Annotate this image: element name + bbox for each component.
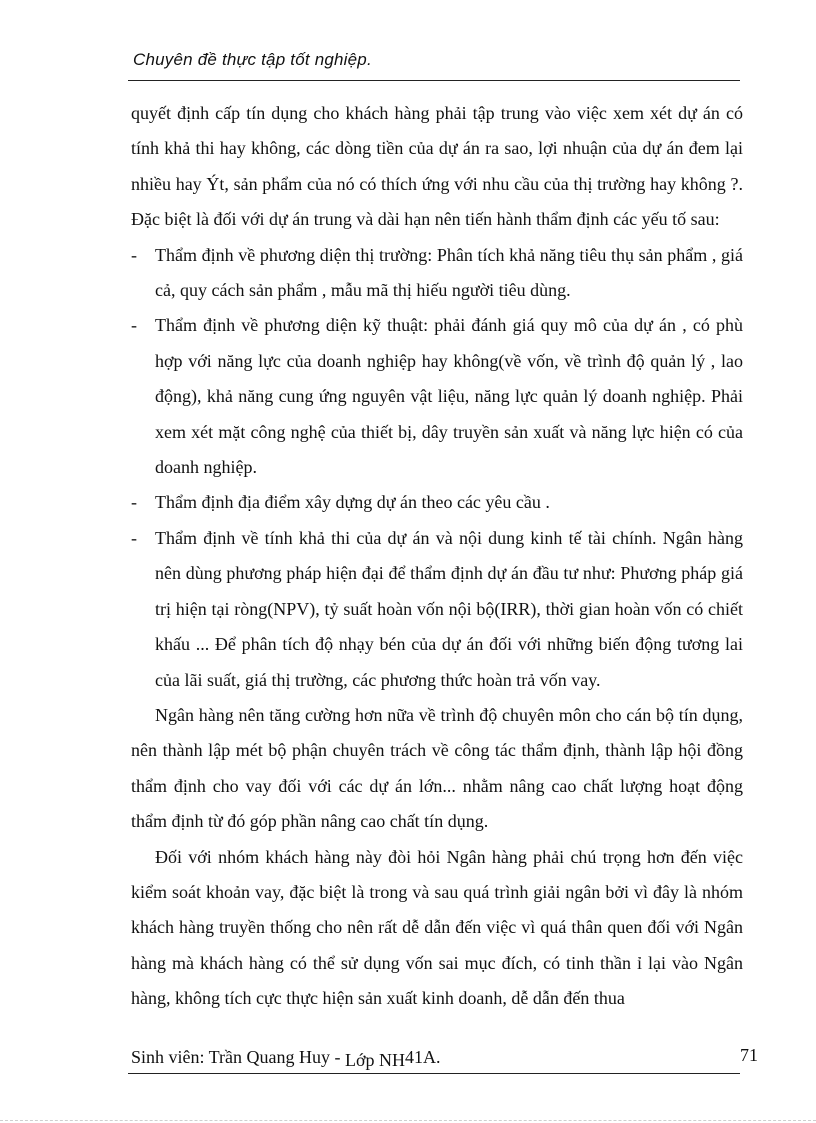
footer-divider	[128, 1073, 740, 1074]
footer-class-label: Lớp NH	[345, 1050, 406, 1070]
paragraph-loan-control: Đối với nhóm khách hàng này đòi hỏi Ngân hàng phải chú trọng hơn đến việc kiểm soát khoản vay, đặc biệt là trong và sau quá trình giải ngân bởi vì đây là nhóm khách hàng truyền thống cho nên rất dễ dẫn đến việc vì quá thân quen đối với Ngân hàng mà khách hàng có thể sử dụng vốn sai mục đích, có tinh thần ỉ lại vào Ngân hàng, không tích cực thực hiện sản xuất kinh doanh, dễ dẫn đến thua	[131, 846, 743, 1009]
intro-paragraph: quyết định cấp tín dụng cho khách hàng phải tập trung vào việc xem xét dự án có tính khả thi hay không, các dòng tiền của dự án ra sao, lợi nhuận của dự án đem lại nhiều hay Ýt, sản phẩm của nó có thích ứng với nhu cầu của thị trường hay không ?. Đặc biệt là đối với dự án trung và dài hạn nên tiến hành thẩm định các yếu tố sau:	[131, 103, 743, 230]
list-item	[131, 308, 743, 485]
bullet-dash: -	[131, 492, 137, 513]
list-item-text: Thẩm định về phương diện thị trường: Phân tích khả năng tiêu thụ sản phẩm , giá cả, quy cách sản phẩm , mẫu mã thị hiếu người tiêu dùng.	[155, 244, 743, 301]
list-item	[131, 521, 743, 698]
appraisal-criteria-list	[131, 238, 743, 698]
page-number: 71	[740, 1045, 758, 1065]
document-body	[131, 96, 743, 1017]
list-item-text: Thẩm định về phương diện kỹ thuật: phải đánh giá quy mô của dự án , có phù hợp với năng lực của doanh nghiệp hay không(về vốn, về trình độ quản lý , lao động), khả năng cung ứng nguyên vật liệu, năng lực quản lý doanh nghiệp. Phải xem xét mặt công nghệ của thiết bị, dây truyền sản xuất và năng lực hiện có của doanh nghiệp.	[155, 315, 743, 478]
paragraph-staff-training: Ngân hàng nên tăng cường hơn nữa về trình độ chuyên môn cho cán bộ tín dụng, nên thành lập mét bộ phận chuyên trách về công tác thẩm định, thành lập hội đồng thẩm định cho vay đối với các dự án lớn... nhằm nâng cao chất lượng hoạt động thẩm định từ đó góp phần nâng cao chất tín dụng.	[131, 704, 743, 832]
bullet-dash: -	[131, 315, 137, 336]
bullet-dash: -	[131, 527, 137, 548]
list-item	[131, 238, 743, 309]
page-bottom-border	[0, 1120, 816, 1121]
footer-class-code: 41A.	[405, 1047, 441, 1067]
list-item-text: Thẩm định địa điểm xây dựng dự án theo các yêu cầu .	[155, 492, 550, 513]
footer-student-name: Sinh viên: Trần Quang Huy -	[131, 1047, 341, 1067]
header-divider	[128, 80, 740, 81]
footer-student-info	[131, 1047, 441, 1068]
bullet-dash: -	[131, 244, 137, 265]
list-item	[131, 485, 743, 520]
list-item-text: Thẩm định về tính khả thi của dự án và nội dung kinh tế tài chính. Ngân hàng nên dùng phương pháp hiện đại để thẩm định dự án đầu tư như: Phương pháp giá trị hiện tại ròng(NPV), tỷ suất hoàn vốn nội bộ(IRR), thời gian hoàn vốn có chiết khấu ... Để phân tích độ nhạy bén của dự án đối với những biến động tương lai của lãi suất, giá thị trường, các phương thức hoàn trả vốn vay.	[155, 527, 743, 690]
page-header-title: Chuyên đề thực tập tốt nghiệp.	[133, 50, 372, 69]
